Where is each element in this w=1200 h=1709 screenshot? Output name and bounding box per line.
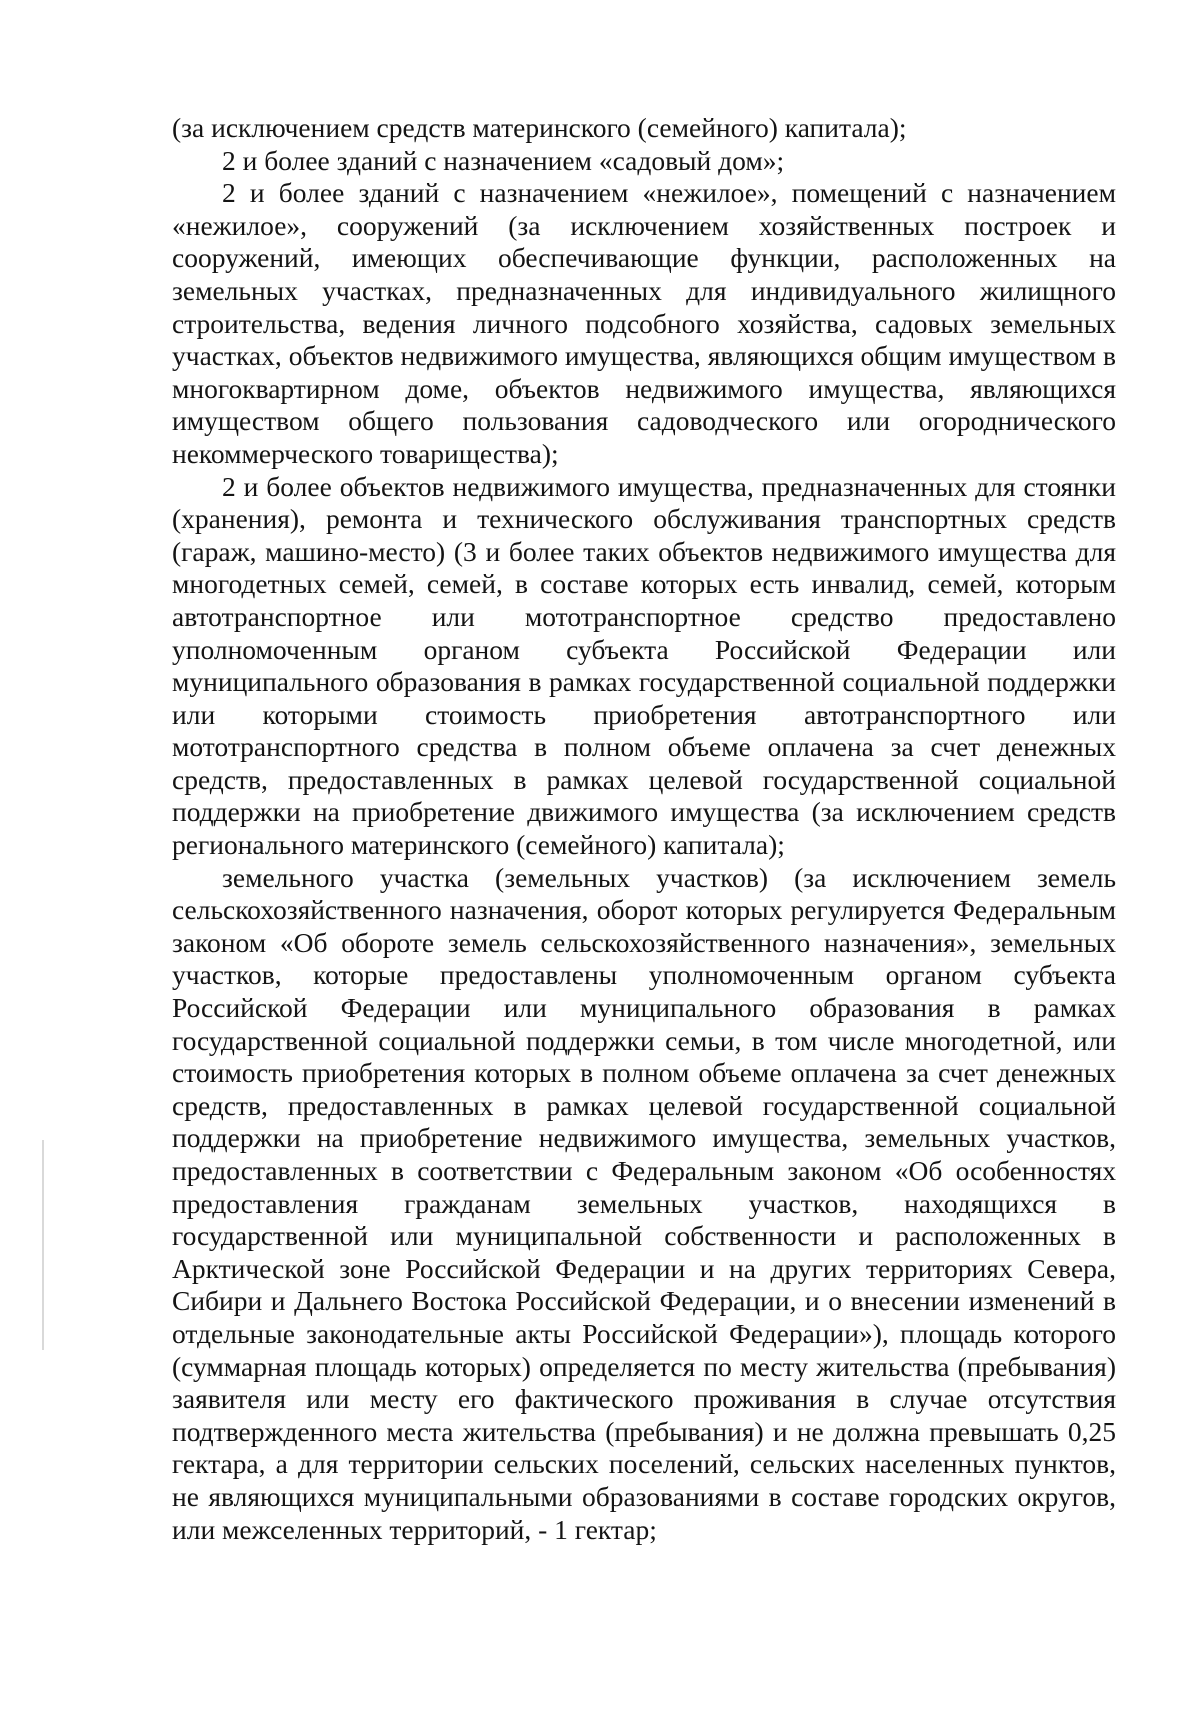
document-body [172, 112, 1116, 1546]
paragraph-garden-houses: 2 и более зданий с назначением «садовый дом»; [222, 144, 785, 176]
paragraph-continuation: (за исключением средств материнского (семейного) капитала); [172, 112, 907, 143]
paragraph-nonresidential-buildings: 2 и более зданий с назначением «нежилое», помещений с назначением «нежилое», сооружений (за исключением хозяйственных построек и сооружений, имеющих обеспечивающие функции, расположенных на земельных участках, предназначенных для индивидуального жилищного строительства, ведения личного подсобного хозяйства, садовых земельных участках, объектов недвижимого имущества, являющихся общим имуществом в многоквартирном доме, объектов недвижимого имущества, являющихся имуществом общего пользования садоводческого или огороднического некоммерческого товарищества); [172, 177, 1116, 469]
paragraph-vehicle-storage: 2 и более объектов недвижимого имущества, предназначенных для стоянки (хранения), ремонта и технического обслуживания транспортных средств (гараж, машино-место) (3 и более таких объектов недвижимого имущества для многодетных семей, семей, в составе которых есть инвалид, семей, которым автотранспортное или мототранспортное средство предоставлено уполномоченным органом субъекта Российской Федерации или муниципального образования в рамках государственной социальной поддержки или которыми стоимость приобретения автотранспортного или мототранспортного средства в полном объеме оплачена за счет денежных средств, предоставленных в рамках целевой государственной социальной поддержки на приобретение движимого имущества (за исключением средств регионального материнского (семейного) капитала); [172, 470, 1116, 861]
paragraph-land-plots: земельного участка (земельных участков) (за исключением земель сельскохозяйственного назначения, оборот которых регулируется Федеральным законом «Об обороте земель сельскохозяйственного назначения», земельных участков, которые предоставлены уполномоченным органом субъекта Российской Федерации или муниципального образования в рамках государственной социальной поддержки семьи, в том числе многодетной, или стоимость приобретения которых в полном объеме оплачена за счет денежных средств, предоставленных в рамках целевой государственной социальной поддержки на приобретение недвижимого имущества, земельных участков, предоставленных в соответствии с Федеральным законом «Об особенностях предоставления гражданам земельных участков, находящихся в государственной или муниципальной собственности и расположенных в Арктической зоне Российской Федерации и на других территориях Севера, Сибири и Дальнего Востока Российской Федерации, и о внесении изменений в отдельные законодательные акты Российской Федерации»), площадь которого (суммарная площадь которых) определяется по месту жительства (пребывания) заявителя или месту его фактического проживания в случае отсутствия подтвержденного места жительства (пребывания) и не должна превышать 0,25 гектара, а для территории сельских поселений, сельских населенных пунктов, не являющихся муниципальными образованиями в составе городских округов, или межселенных территорий, - 1 гектар; [172, 861, 1116, 1545]
scan-edge-mark [42, 1140, 44, 1350]
